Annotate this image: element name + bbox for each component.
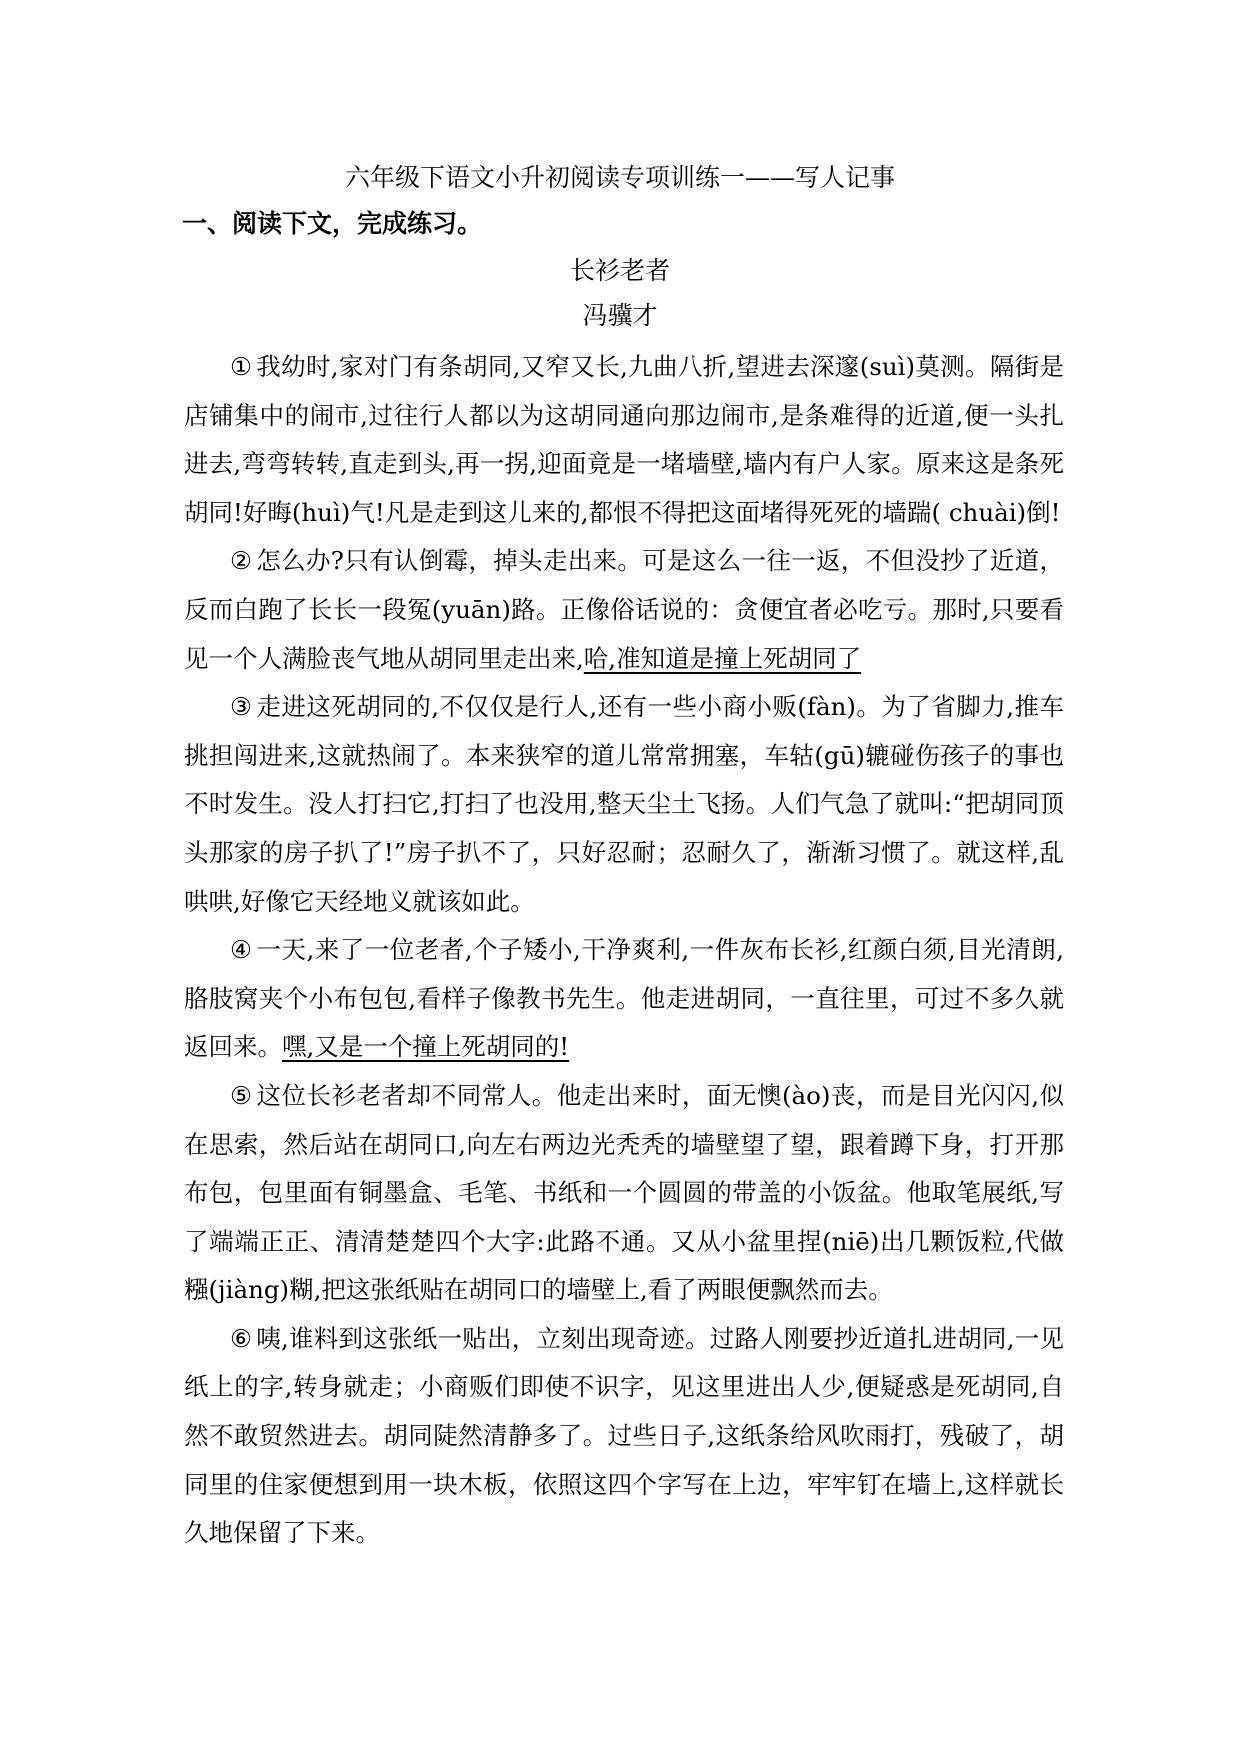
- article-body: [184, 343, 1064, 1558]
- paragraph-text: 这位长衫老者却不同常人。他走出来时，面无懊(ào)丧，而是目光闪闪,似在思索，然后站在胡同口,向左右两边光秃秃的墙壁望了望，跟着蹲下身，打开那布包，包里面有铜墨盒、毛笔、书纸和一个圆圆的带盖的小饭盆。他取笔展纸,写了端端正正、清清楚楚四个大字:此路不通。又从小盆里捏(niē)出几颗饭粒,代做糨(jiàng)糊,把这张纸贴在胡同口的墙壁上,看了两眼便飘然而去。: [184, 1080, 1064, 1305]
- underlined-sentence: 哈,准知道是撞上死胡同了: [583, 643, 862, 673]
- paragraph-text: 一天,来了一位老者,个子矮小,干净爽利,一件灰布长衫,红颜白须,目光清朗,胳肢窝夹个小布包包,看样子像教书先生。他走进胡同，一直往里，可过不多久就返回来。: [184, 935, 1064, 1062]
- document-title: 六年级下语文小升初阅读专项训练一——写人记事: [344, 163, 895, 192]
- paragraph-text: 咦,谁料到这张纸一贴出，立刻出现奇迹。过路人刚要抄近道扎进胡同,一见纸上的字,转身就走；小商贩们即使不识字，见这里进出人少,便疑惑是死胡同,自然不敢贸然进去。胡同陡然清静多了。过些日子,这纸条给风吹雨打，残破了，胡同里的住家便想到用一块木板，依照这四个字写在上边，牢牢钉在墙上,这样就长久地保留了下来。: [184, 1323, 1064, 1548]
- paragraph-number: ⑤: [230, 1080, 253, 1110]
- paragraph-2: [184, 537, 1064, 683]
- paragraph-3: [184, 683, 1064, 926]
- article-title: 长衫老者: [569, 256, 670, 285]
- article-author: 冯骥才: [582, 301, 658, 330]
- paragraph-number: ④: [230, 935, 253, 965]
- paragraph-text: 怎么办?只有认倒霉，掉头走出来。可是这么一往一返，不但没抄了近道，反而白跑了长长一段冤(yuān)路。正像俗话说的：贪便宜者必吃亏。那时,只要看见一个人满脸丧气地从胡同里走出来,: [184, 546, 1064, 673]
- paragraph-number: ③: [230, 692, 253, 722]
- paragraph-number: ⑥: [230, 1323, 253, 1353]
- paragraph-6: [184, 1315, 1064, 1558]
- paragraph-text: 走进这死胡同的,不仅仅是行人,还有一些小商小贩(fàn)。为了省脚力,推车挑担闯进来,这就热闹了。本来狭窄的道儿常常拥塞，车轱(gū)辘碰伤孩子的事也不时发生。没人打扫它,打扫了也没用,整天尘土飞扬。人们气急了就叫:“把胡同顶头那家的房子扒了!”房子扒不了，只好忍耐；忍耐久了，渐渐习惯了。就这样,乱哄哄,好像它天经地义就该如此。: [184, 692, 1064, 916]
- paragraph-number: ②: [230, 546, 253, 576]
- paragraph-5: [184, 1072, 1064, 1315]
- paragraph-text: 我幼时,家对门有条胡同,又窄又长,九曲八折,望进去深邃(suì)莫测。隔街是店铺集中的闹市,过往行人都以为这胡同通向那边闹市,是条难得的近道,便一头扎进去,弯弯转转,直走到头,再一拐,迎面竟是一堵墙壁,墙内有户人家。原来这是条死胡同!好晦(huì)气!凡是走到这儿来的,都恨不得把这面堵得死死的墙踹( chuài)倒!: [184, 352, 1065, 527]
- section-heading: 一、阅读下文，完成练习。: [182, 209, 483, 238]
- paragraph-number: ①: [230, 352, 253, 381]
- paragraph-4: [184, 926, 1064, 1072]
- paragraph-1: [184, 343, 1064, 537]
- underlined-sentence: 嘿,又是一个撞上死胡同的!: [282, 1032, 570, 1062]
